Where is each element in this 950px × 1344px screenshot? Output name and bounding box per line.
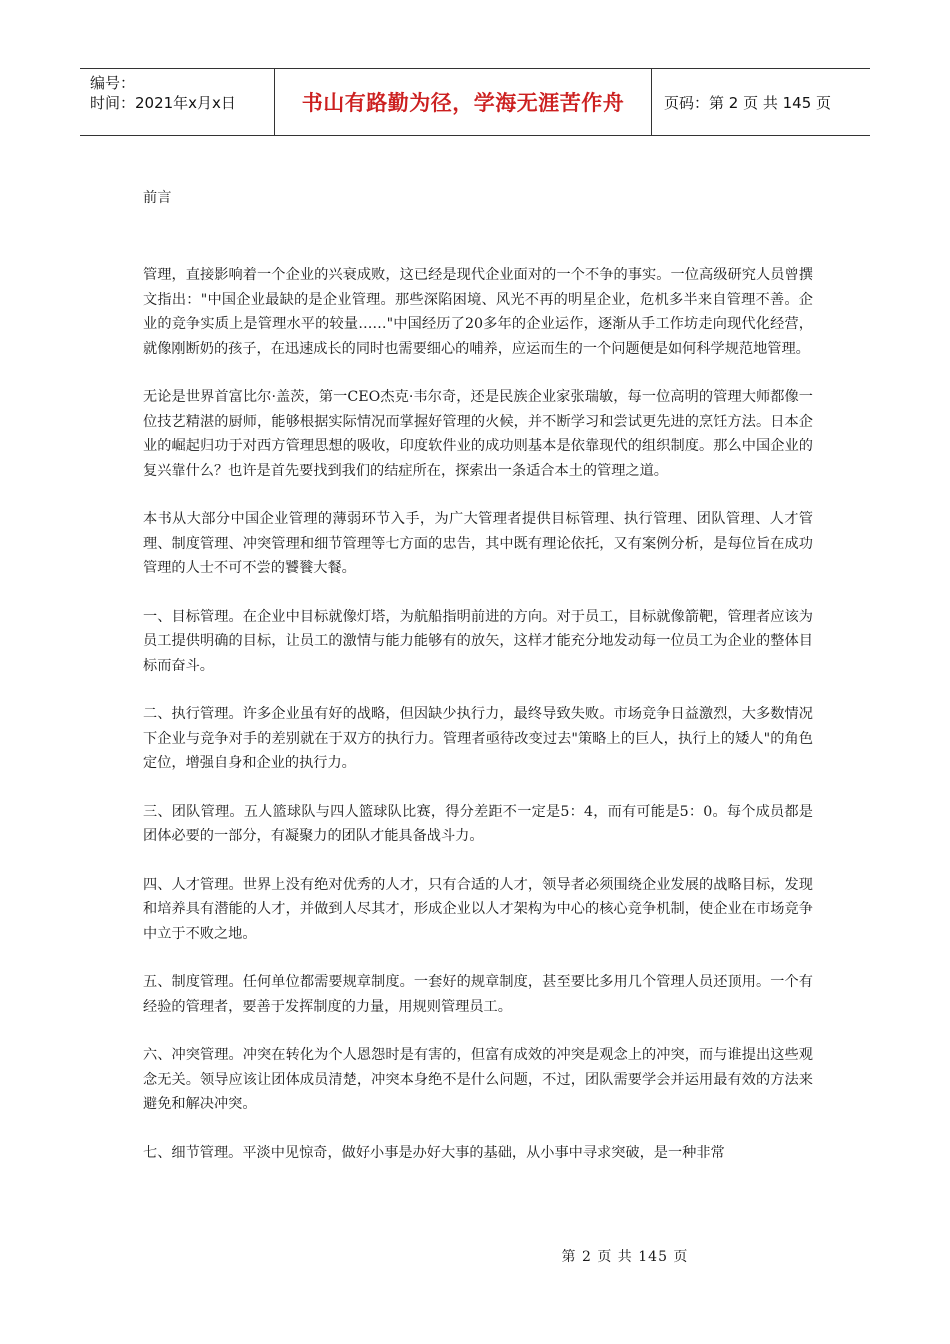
paragraph-book-overview: 本书从大部分中国企业管理的薄弱环节入手，为广大管理者提供目标管理、执行管理、团队管理、人才管理、制度管理、冲突管理和细节管理等七方面的忠告，其中既有理论依托，又有案例分析，是每位旨在成功管理的人士不可不尝的饕餮大餐。	[143, 511, 813, 576]
document-body	[143, 186, 813, 1165]
paragraph-detail-management: 七、细节管理。平淡中见惊奇，做好小事是办好大事的基础，从小事中寻求突破，是一种非常	[143, 1144, 725, 1161]
header-motto: 书山有路勤为径，学海无涯苦作舟	[275, 69, 652, 135]
document-date: 时间：2021年x月x日	[90, 94, 236, 112]
paragraph-system-management: 五、制度管理。任何单位都需要规章制度。一套好的规章制度，甚至要比多用几个管理人员还顶用。一个有经验的管理者，要善于发挥制度的力量，用规则管理员工。	[143, 974, 813, 1015]
paragraph-team-management: 三、团队管理。五人篮球队与四人篮球队比赛，得分差距不一定是5：4，而有可能是5：0。每个成员都是团体必要的一部分，有凝聚力的团队才能具备战斗力。	[143, 803, 813, 844]
page-footer: 第 2 页 共 145 页	[561, 1249, 689, 1265]
paragraph-leaders: 无论是世界首富比尔·盖茨，第一CEO杰克·韦尔奇，还是民族企业家张瑞敏，每一位高明的管理大师都像一位技艺精湛的厨师，能够根据实际情况而掌握好管理的火候，并不断学习和尝试更先进的烹饪方法。日本企业的崛起归功于对西方管理思想的吸收，印度软件业的成功则基本是依靠现代的组织制度。那么中国企业的复兴靠什么？也许是首先要找到我们的结症所在，探索出一条适合本土的管理之道。	[143, 389, 813, 479]
paragraph-execution-management: 二、执行管理。许多企业虽有好的战略，但因缺少执行力，最终导致失败。市场竞争日益激烈，大多数情况下企业与竞争对手的差别就在于双方的执行力。管理者亟待改变过去"策略上的巨人，执行上的矮人"的角色定位，增强自身和企业的执行力。	[143, 706, 813, 771]
header-info-cell	[80, 69, 275, 135]
header-page-info: 页码：第 2 页 共 145 页	[664, 93, 832, 112]
paragraph-conflict-management: 六、冲突管理。冲突在转化为个人恩怨时是有害的，但富有成效的冲突是观念上的冲突，而与谁提出这些观念无关。领导应该让团体成员清楚，冲突本身绝不是什么问题，不过，团队需要学会并运用最有效的方法来避免和解决冲突。	[143, 1047, 813, 1112]
paragraph-talent-management: 四、人才管理。世界上没有绝对优秀的人才，只有合适的人才，领导者必须围绕企业发展的战略目标，发现和培养具有潜能的人才，并做到人尽其才，形成企业以人才架构为中心的核心竞争机制，使企业在市场竞争中立于不败之地。	[143, 876, 813, 942]
preface-heading: 前言	[143, 190, 172, 206]
document-number-label: 编号：	[90, 74, 136, 92]
paragraph-intro: 管理，直接影响着一个企业的兴衰成败，这已经是现代企业面对的一个不争的事实。一位高级研究人员曾撰文指出："中国企业最缺的是企业管理。那些深陷困境、风光不再的明星企业，危机多半来自管理不善。企业的竞争实质上是管理水平的较量……"中国经历了20多年的企业运作，逐渐从手工作坊走向现代化经营，就像刚断奶的孩子，在迅速成长的同时也需要细心的哺养，应运而生的一个问题便是如何科学规范地管理。	[143, 267, 813, 357]
paragraph-goal-management: 一、目标管理。在企业中目标就像灯塔，为航船指明前进的方向。对于员工，目标就像箭靶，管理者应该为员工提供明确的目标，让员工的激情与能力能够有的放矢，这样才能充分地发动每一位员工为企业的整体目标而奋斗。	[143, 608, 813, 674]
page-header	[80, 68, 870, 136]
